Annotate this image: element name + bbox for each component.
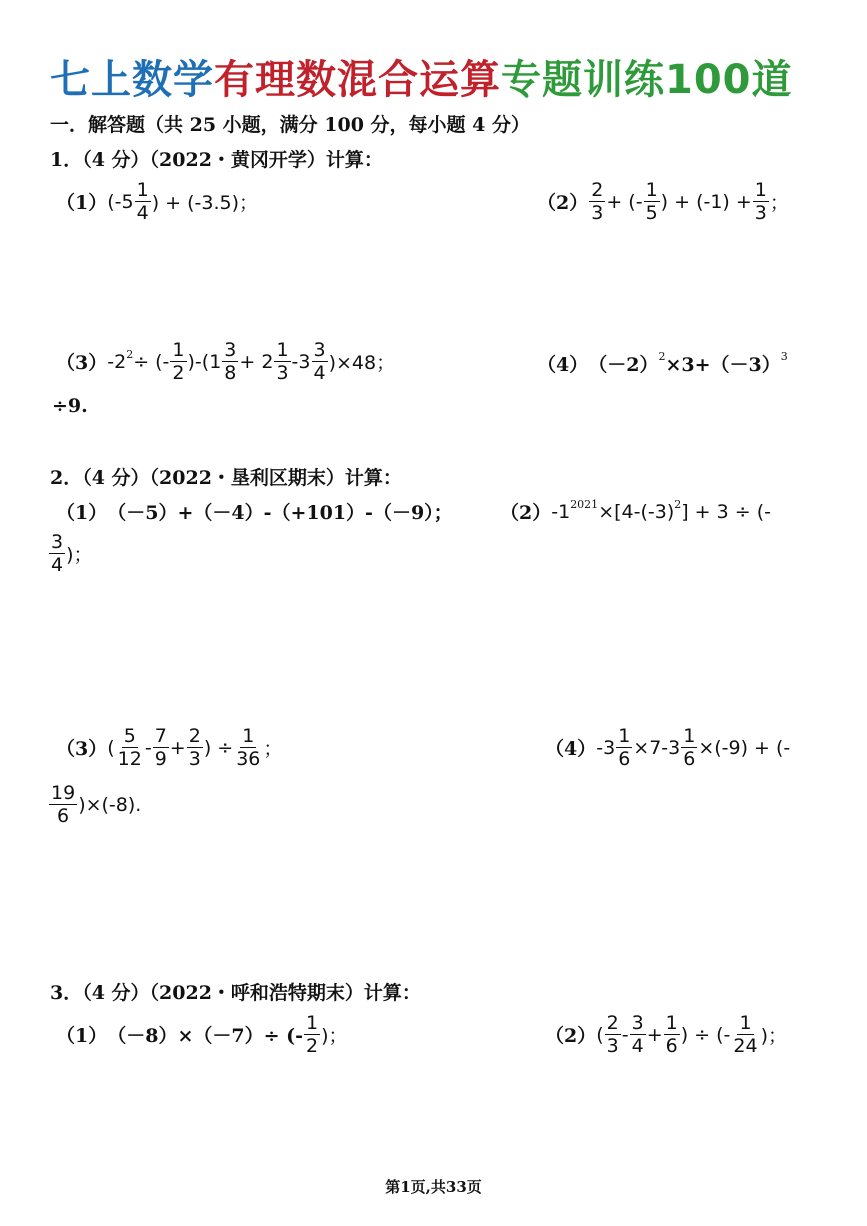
page-title [50,54,793,106]
fraction: $\frac{1}{5}$ [645,179,658,224]
q2-part2: （2） -1 $^{2021}$ ×[4-(-3) $^2$ ] + 3 ÷ (- [500,498,772,524]
question-3-header: 3．（4 分）（2022・呼和浩特期末）计算： [50,982,421,1004]
fraction: $\frac{1}{36}$ [236,725,261,770]
q2-part2-continued: $\frac{3}{4}$ )； [51,531,93,576]
q1-part3: （3） -2 $^2$ ÷ (- $\frac{1}{2}$ )-(1 $\frac{3}{8}$ + 2 $\frac{1}{3}$ -3 $\frac{3}{4}$ )×48； [56,339,396,384]
fraction: $\frac{1}{6}$ [683,725,696,770]
fraction: $\frac{3}{8}$ [224,339,237,384]
fraction: $\frac{1}{3}$ [754,179,767,224]
title-part2: 有理数混合运算 [214,57,501,103]
question-1-header: 1．（4 分）（2022・黄冈开学）计算： [50,149,383,171]
q1-part1: （1） (-5 $\frac{1}{4}$ ) + (-3.5)； [56,179,258,224]
q2-part3: （3） ( $\frac{5}{12}$ - $\frac{7}{9}$ + $\frac{2}{3}$ ) ÷ $\frac{1}{36}$ ； [56,725,283,770]
page-footer: 第1页,共33页 [385,1178,482,1196]
fraction: $\frac{1}{6}$ [618,725,631,770]
fraction: $\frac{3}{4}$ [51,531,64,576]
question-2-header: 2．（4 分）（2022・垦利区期末）计算： [50,467,402,489]
fraction: $\frac{1}{6}$ [665,1012,678,1057]
q1-part2: （2） $\frac{2}{3}$ + (- $\frac{1}{5}$ ) + (-1) + $\frac{1}{3}$ ； [537,179,789,224]
fraction: $\frac{2}{3}$ [188,725,201,770]
fraction: $\frac{1}{2}$ [306,1012,319,1057]
fraction: $\frac{1}{24}$ [733,1012,758,1057]
q2-part4-continued: $\frac{19}{6}$ )×(-8). [51,782,142,827]
q3-part2: （2） ( $\frac{2}{3}$ - $\frac{3}{4}$ + $\frac{1}{6}$ ) ÷ (- $\frac{1}{24}$ )； [545,1012,788,1057]
q2-part4: （4） -3 $\frac{1}{6}$ ×7-3 $\frac{1}{6}$ ×(-9) + (- [545,725,791,770]
fraction: $\frac{5}{12}$ [117,725,142,770]
title-part3: 专题训练100道 [501,57,793,103]
fraction: $\frac{3}{4}$ [631,1012,644,1057]
q3-part1: （1） （－8）×（－7）÷ (- $\frac{1}{2}$ )； [56,1012,348,1057]
fraction: $\frac{1}{4}$ [136,179,149,224]
title-part1: 七上数学 [50,57,214,103]
fraction: $\frac{1}{2}$ [172,339,185,384]
q2-part1: （1） （－5）+（－4）-（+101）-（－9）； [56,502,453,524]
fraction: $\frac{1}{3}$ [276,339,289,384]
q1-part4: （4） （－2） $^2$ ×3+（－3） $^3$ [537,350,788,376]
fraction: $\frac{7}{9}$ [154,725,167,770]
fraction: $\frac{19}{6}$ [51,782,76,827]
fraction: $\frac{3}{4}$ [313,339,326,384]
fraction: $\frac{2}{3}$ [591,179,604,224]
section-heading: 一．解答题（共 25 小题，满分 100 分，每小题 4 分） [50,114,531,136]
q1-part4-continued: ÷9. [52,395,88,417]
fraction: $\frac{2}{3}$ [606,1012,619,1057]
